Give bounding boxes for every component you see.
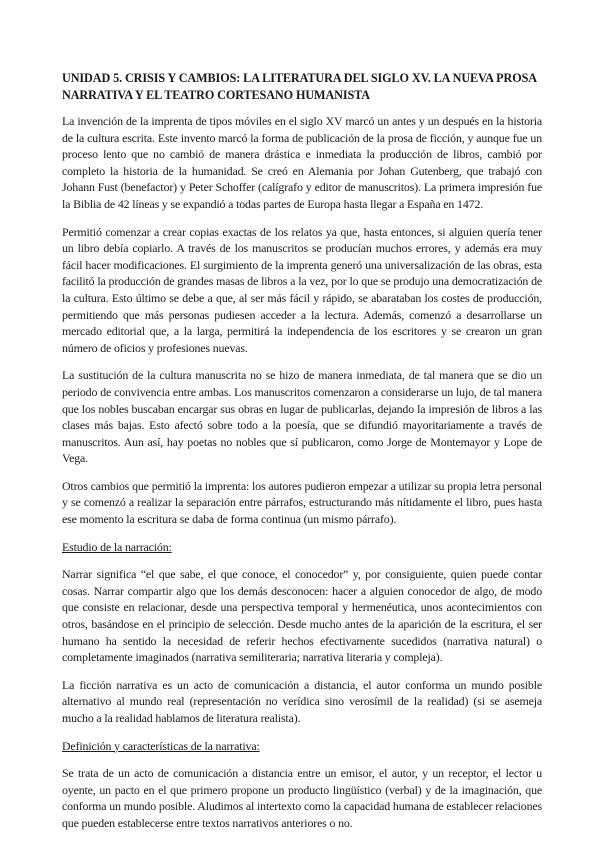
intro-paragraph-4: Otros cambios que permitió la imprenta: los autores pudieron empezar a utilizar su propia letra personal y se comenzó a realizar la separación entre párrafos, estructurando más nítidamente el libro, pues hasta ese momento la escritura se daba de forma continua (un mismo párrafo).: [62, 478, 542, 527]
section-heading-narracion: Estudio de la narración:: [62, 539, 172, 554]
narracion-paragraph-1: Narrar significa “el que sabe, el que conoce, el conocedor” y, por consiguiente, quien puede contar cosas. Narrar compartir algo que los demás desconocen: hacer a alguien conocedor de algo, de modo que consiste en relacionar, desde una perspectiva temporal y hermenéutica, unos acontecimientos con otros, basándose en el principio de selección. Desde mucho antes de la aparición de la escritura, el ser humano ha sentido la necesidad de referir hechos efectivamente sucedidos (narrativa natural) o completamente imaginados (narrativa semiliteraria; narrativa literaria y compleja).: [62, 567, 542, 665]
intro-paragraph-3: La sustitución de la cultura manuscrita no se hizo de manera inmediata, de tal manera que se dio un periodo de convivencia entre ambas. Los manuscritos comenzaron a considerarse un lujo, de tal manera que los nobles buscaban encargar sus obras en lugar de publicarlas, dejando la impresión de libros a las clases más bajas. Esto afectó sobre todo a la poesía, que se difundió mayoritariamente a través de manuscritos. Aun así, hay poetas no nobles que sí publicaron, como Jorge de Montemayor y Lope de Vega.: [62, 368, 542, 466]
intro-paragraph-1: La invención de la imprenta de tipos móviles en el siglo XV marcó un antes y un después en la historia de la cultura escrita. Este invento marcó la forma de publicación de la prosa de ficción, y aunque fue un proceso lento que no cambió de manera drástica e inmediata la producción de libros, cambió por completo la historia de la humanidad. Se creó en Alemania por Johan Gutenberg, que trabajó con Johann Fust (benefactor) y Peter Schoffer (calígrafo y editor de manuscritos). La primera impresión fue la Biblia de 42 líneas y se expandió a todas partes de Europa hasta llegar a España en 1472.: [62, 114, 542, 211]
narracion-paragraph-2: La ficción narrativa es un acto de comunicación a distancia, el autor conforma un mundo posible alternativo al mundo real (representación no verídica sino verosímil de la realidad) (si se asemeja mucho a la realidad hablamos de literatura realista).: [62, 677, 542, 725]
document-title: UNIDAD 5. CRISIS Y CAMBIOS: LA LITERATURA DEL SIGLO XV. LA NUEVA PROSA NARRATIVA Y EL TEATRO CORTESANO HUMANISTA: [62, 71, 537, 102]
definicion-paragraph-1: Se trata de un acto de comunicación a distancia entre un emisor, el autor, y un receptor, el lector u oyente, un pacto en el que primero propone un producto lingüístico (verbal) y de la imaginación, que conforma un mundo posible. Aludimos al intertexto como la capacidad humana de establecer relaciones que pueden establecerse entre textos narrativos anteriores o no.: [62, 766, 542, 830]
section-heading-definicion: Definición y características de la narrativa:: [62, 738, 260, 753]
intro-paragraph-2: Permitió comenzar a crear copias exactas de los relatos ya que, hasta entonces, si alguien quería tener un libro debía copiarlo. A través de los manuscritos se producían muchos errores, y además era muy fácil hacer modificaciones. El surgimiento de la imprenta generó una universalización de las obras, esta facilitó la producción de grandes masas de libros a la vez, por lo que se produjo una democratización de la cultura. Esto último se debe a que, al ser más fácil y rápido, se abarataban los costes de producción, permitiendo que más personas pudiesen acceder a la lectura. Además, comenzó a desarrollarse un mercado editorial que, a la larga, permitirá la independencia de los escritores y se crearon un gran número de oficios y profesiones nuevas.: [62, 224, 542, 355]
